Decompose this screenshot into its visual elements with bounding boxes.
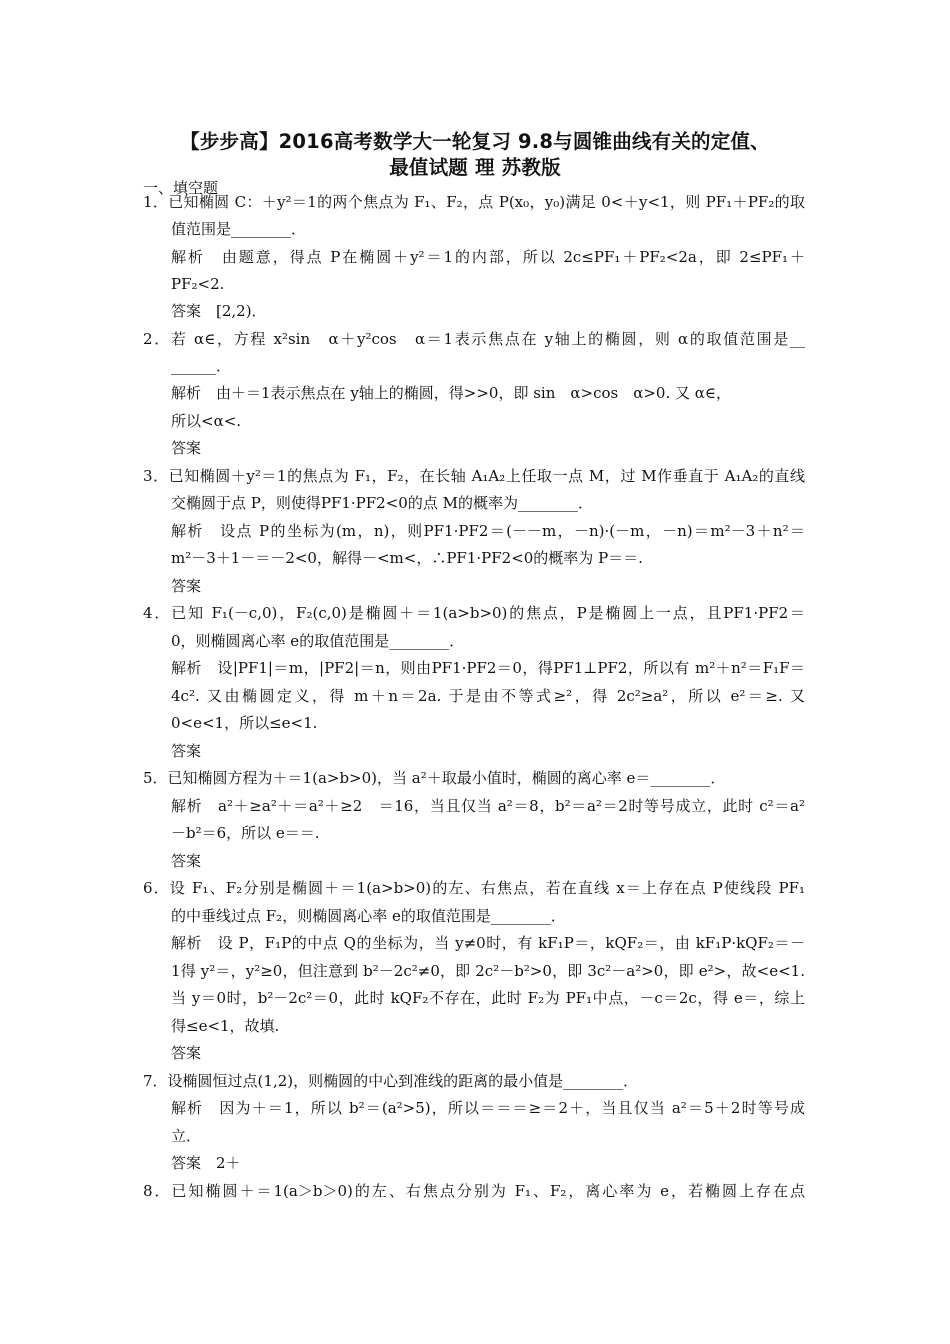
text-line: 答案 [2,2)． bbox=[171, 302, 267, 320]
text-line: 5．已知椭圆方程为＋＝1(a>b>0)，当 a²＋取最小值时，椭圆的离心率 e＝________． bbox=[143, 769, 726, 787]
text-line: 立． bbox=[171, 1127, 202, 1145]
text-line: 7．设椭圆恒过点(1,2)，则椭圆的中心到准线的距离的最小值是________． bbox=[143, 1072, 639, 1090]
text-line: 0<e<1，所以≤e<1. bbox=[171, 714, 318, 732]
document-title-line-2: 最值试题 理 苏教版 bbox=[389, 156, 561, 179]
text-line: 6．设 F₁、F₂分别是椭圆＋＝1(a>b>0)的左、右焦点，若在直线 x＝上存在点 P使线段 PF₁ bbox=[143, 879, 805, 897]
text-line: 的中垂线过点 F₂，则椭圆离心率 e的取值范围是________． bbox=[171, 907, 566, 925]
text-line: 解析 由题意，得点 P在椭圆＋y²＝1的内部，所以 2c≤PF₁＋PF₂<2a，即 2≤PF₁＋ bbox=[171, 248, 805, 266]
text-line: 答案 bbox=[171, 852, 202, 870]
document-title-line-1: 【步步高】2016高考数学大一轮复习 9.8与圆锥曲线有关的定值、 bbox=[180, 130, 770, 153]
section-heading: 一、填空题 bbox=[143, 179, 219, 197]
text-line: 交椭圆于点 P，则使得PF1·PF2<0的点 M的概率为________． bbox=[171, 494, 593, 512]
text-line: 当 y＝0时，b²－2c²＝0，此时 kQF₂不存在，此时 F₂为 PF₁中点，－c＝2c，得 e＝，综上 bbox=[171, 989, 805, 1007]
text-line: 答案 bbox=[171, 439, 202, 457]
text-line: 解析 因为＋＝1，所以 b²＝(a²>5)，所以＝＝＝≥＝2＋，当且仅当 a²＝5＋2时等号成 bbox=[171, 1099, 805, 1117]
text-line: 答案 bbox=[171, 1044, 202, 1062]
text-line: 答案 2＋ bbox=[171, 1154, 241, 1172]
text-line: 3．已知椭圆＋y²＝1的焦点为 F₁，F₂，在长轴 A₁A₂上任取一点 M，过 M作垂直于 A₁A₂的直线 bbox=[143, 467, 805, 485]
text-line: 4．已知 F₁(－c,0)，F₂(c,0)是椭圆＋＝1(a>b>0)的焦点，P是椭圆上一点，且PF1·PF2＝ bbox=[143, 604, 805, 622]
text-line: 答案 bbox=[171, 577, 202, 595]
text-line: 得≤e<1，故填. bbox=[171, 1017, 280, 1035]
text-line: 所以<α<. bbox=[171, 412, 242, 430]
text-line: ______． bbox=[171, 357, 232, 375]
text-line: 1得 y²＝，y²≥0，但注意到 b²－2c²≠0，即 2c²－b²>0，即 3c²－a²>0，即 e²>，故<e<1. bbox=[171, 962, 805, 980]
text-line: 1．已知椭圆 C：＋y²＝1的两个焦点为 F₁、F₂，点 P(x₀，y₀)满足 0<＋y<1，则 PF₁＋PF₂的取 bbox=[143, 193, 805, 211]
text-line: 值范围是________． bbox=[171, 220, 307, 238]
text-line: 2．若 α∈，方程 x²sin α＋y²cos α＝1表示焦点在 y轴上的椭圆，则 α的取值范围是__ bbox=[143, 330, 805, 348]
text-line: －b²＝6，所以 e＝＝. bbox=[171, 824, 320, 842]
text-line: 0，则椭圆离心率 e的取值范围是________． bbox=[171, 632, 465, 650]
text-line: 解析 设点 P的坐标为(m，n)，则PF1·PF2＝(－－m，－n)·(－m，－n)＝m²－3＋n²＝ bbox=[171, 522, 805, 540]
text-line: 解析 设 P，F₁P的中点 Q的坐标为，当 y≠0时，有 kF₁P＝，kQF₂＝，由 kF₁P·kQF₂＝－ bbox=[171, 934, 805, 952]
text-line: m²－3＋1－＝－2<0，解得－<m<，∴PF1·PF2<0的概率为 P＝＝. bbox=[171, 549, 643, 567]
text-line: 解析 设|PF1|＝m，|PF2|＝n，则由PF1·PF2＝0，得PF1⊥PF2，所以有 m²＋n²＝F₁F＝ bbox=[171, 659, 805, 677]
text-line: 解析 a²＋≥a²＋＝a²＋≥2 ＝16，当且仅当 a²＝8，b²＝a²＝2时等号成立，此时 c²＝a² bbox=[171, 797, 805, 815]
text-line: 4c². 又由椭圆定义，得 m＋n＝2a. 于是由不等式≥²，得 2c²≥a²，所以 e²＝≥. 又 bbox=[171, 687, 805, 705]
text-line: 解析 由＋＝1表示焦点在 y轴上的椭圆，得>>0，即 sin α>cos α>0. 又 α∈， bbox=[171, 384, 731, 402]
text-line: 8．已知椭圆＋＝1(a＞b＞0)的左、右焦点分别为 F₁、F₂，离心率为 e，若椭圆上存在点 bbox=[143, 1182, 805, 1200]
text-line: 答案 bbox=[171, 742, 202, 760]
text-line: PF₂<2. bbox=[171, 275, 225, 293]
